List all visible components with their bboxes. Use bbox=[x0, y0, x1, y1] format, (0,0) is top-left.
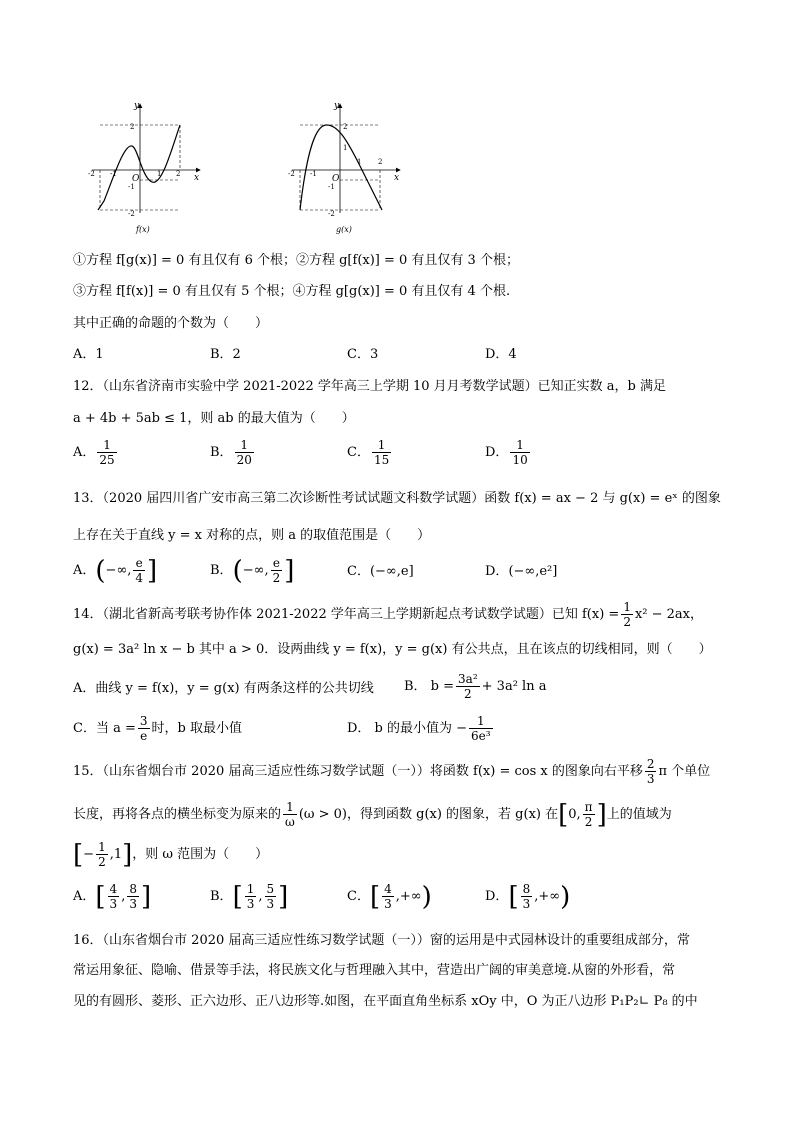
q15-option-d: D．[ $\frac{8}{3}$ ,+∞) bbox=[485, 881, 571, 912]
q15-option-b: B．[ $\frac{1}{3}$ , $\frac{5}{3}$ ] bbox=[210, 881, 289, 912]
q11-statements-2: ③方程 f[f(x)] = 0 有且仅有 5 个根；④方程 g[g(x)] = 0 有且仅有 4 个根. bbox=[73, 284, 511, 299]
q12-stem-1: 12．（山东省济南市实验中学 2021-2022 学年高三上学期 10 月月考数学试题）已知正实数 a，b 满足 bbox=[73, 379, 667, 394]
q13-option-d: D．(−∞,e²] bbox=[485, 564, 558, 579]
q14-stem-1: 14．（湖北省新高考联考协作体 2021-2022 学年高三上学期新起点考试数学试题）已知 f(x) = $\frac{1}{2}$ x² − 2ax， bbox=[73, 600, 704, 629]
q15-option-c: C．[ $\frac{4}{3}$ ,+∞) bbox=[347, 881, 432, 912]
graph-f-y-label: y bbox=[134, 101, 140, 111]
graph-g-ytick-2: 2 bbox=[343, 123, 348, 131]
graph-f-ytick-neg1: -1 bbox=[128, 183, 135, 191]
q14-stem-2: g(x) = 3a² ln x − b 其中 a > 0．设两曲线 y = f(x)，y = g(x) 有公共点，且在该点的切线相同，则（ ） bbox=[73, 642, 712, 657]
q13-stem-2: 上存在关于直线 y = x 对称的点，则 a 的取值范围是（ ） bbox=[73, 528, 431, 543]
q12-option-c: C． $\frac{1}{15}$ bbox=[347, 438, 390, 467]
q14-option-a: A．曲线 y = f(x)，y = g(x) 有两条这样的公共切线 bbox=[73, 681, 374, 696]
q14-option-b: B． b = $\frac{\text{3a²}}{2}$ + 3a² ln a bbox=[404, 672, 547, 701]
graph-f-xtick-2: 2 bbox=[176, 170, 181, 178]
q15-stem-1: 15．（山东省烟台市 2020 届高三适应性练习数学试题（一））将函数 f(x) = cos x 的图象向右平移 $\frac{2}{3}$ π 个单位 bbox=[73, 757, 711, 786]
graph-f-origin: O bbox=[132, 174, 140, 184]
q12-option-b: B． $\frac{1}{20}$ bbox=[210, 438, 252, 467]
q16-stem-1: 16．（山东省烟台市 2020 届高三适应性练习数学试题（一））窗的运用是中式园林设计的重要组成部分，常 bbox=[73, 933, 690, 948]
graph-f-xtick-1: 1 bbox=[157, 170, 162, 178]
q13-option-a: A．(−∞, $\frac{e}{4}$ ] bbox=[73, 555, 158, 586]
graph-f-xtick-neg1: -1 bbox=[110, 170, 117, 178]
graph-g-ytick-1: 1 bbox=[343, 144, 348, 152]
graph-f-x-label: x bbox=[194, 173, 200, 183]
q13-option-b: B．(−∞, $\frac{e}{2}$ ] bbox=[210, 555, 295, 586]
q14-option-d: D． b 的最小值为 − $\frac{1}{\text{6e³}}$ bbox=[347, 714, 491, 743]
graph-g bbox=[288, 101, 400, 234]
q12-stem-2: a + 4b + 5ab ≤ 1，则 ab 的最大值为（ ） bbox=[73, 411, 355, 426]
graph-f-ytick-neg2: -2 bbox=[128, 210, 135, 218]
graph-g-ytick-neg2: -2 bbox=[328, 210, 335, 218]
q12-option-d: D． $\frac{1}{10}$ bbox=[485, 438, 528, 467]
graph-g-xtick-neg2: -2 bbox=[288, 170, 295, 178]
graph-g-origin: O bbox=[332, 174, 340, 184]
function-graphs-figure bbox=[80, 98, 410, 238]
graph-g-xtick-1: 1 bbox=[357, 158, 362, 166]
graph-f-caption: f(x) bbox=[136, 225, 150, 234]
q11-stem: 其中正确的命题的个数为（ ） bbox=[73, 316, 269, 331]
q15-stem-2: 长度，再将各点的横坐标变为原来的 $\frac{1}{\omega}$ (ω > 0)，得到函数 g(x) 的图象，若 g(x) 在[0, $\frac{\pi}{2}$ ]上的值域为 bbox=[73, 799, 672, 830]
graph-f-xtick-neg2: -2 bbox=[88, 170, 95, 178]
graph-g-xtick-neg1: -1 bbox=[310, 170, 317, 178]
q12-option-a: A． $\frac{1}{25}$ bbox=[73, 438, 115, 467]
q11-option-c: C．3 bbox=[347, 347, 379, 362]
graph-g-x-label: x bbox=[394, 173, 400, 183]
q16-stem-3: 见的有圆形、菱形、正六边形、正八边形等.如图，在平面直角坐标系 xOy 中，O 为正八边形 P₁P₂∟ P₈ 的中 bbox=[73, 994, 698, 1009]
graph-g-y-label: y bbox=[334, 101, 340, 111]
graph-f bbox=[88, 101, 200, 234]
q11-option-a: A．1 bbox=[73, 347, 104, 362]
graph-f-ytick-2: 2 bbox=[130, 123, 135, 131]
q11-option-b: B．2 bbox=[210, 347, 241, 362]
q11-statements-1: ①方程 f[g(x)] = 0 有且仅有 6 个根；②方程 g[f(x)] = 0 有且仅有 3 个根； bbox=[73, 253, 519, 268]
q16-stem-2: 常运用象征、隐喻、借景等手法，将民族文化与哲理融入其中，营造出广阔的审美意境.从窗的外形看，常 bbox=[73, 963, 676, 978]
graph-g-ytick-neg1: -1 bbox=[328, 183, 335, 191]
q14-option-c: C．当 a = $\frac{3}{e}$ 时，b 取最小值 bbox=[73, 714, 242, 743]
q15-stem-3: [− $\frac{1}{2}$ ,1]，则 ω 范围为（ ） bbox=[73, 839, 269, 870]
q13-option-c: C．(−∞,e] bbox=[347, 564, 414, 579]
q13-stem-1: 13．（2020 届四川省广安市高三第二次诊断性考试试题文科数学试题）函数 f(x) = ax − 2 与 g(x) = eˣ 的图象 bbox=[73, 491, 721, 506]
graph-g-xtick-2: 2 bbox=[378, 158, 383, 166]
q15-option-a: A．[ $\frac{4}{3}$ , $\frac{8}{3}$ ] bbox=[73, 881, 152, 912]
q11-option-d: D．4 bbox=[485, 347, 517, 362]
graph-g-caption: g(x) bbox=[336, 225, 352, 234]
